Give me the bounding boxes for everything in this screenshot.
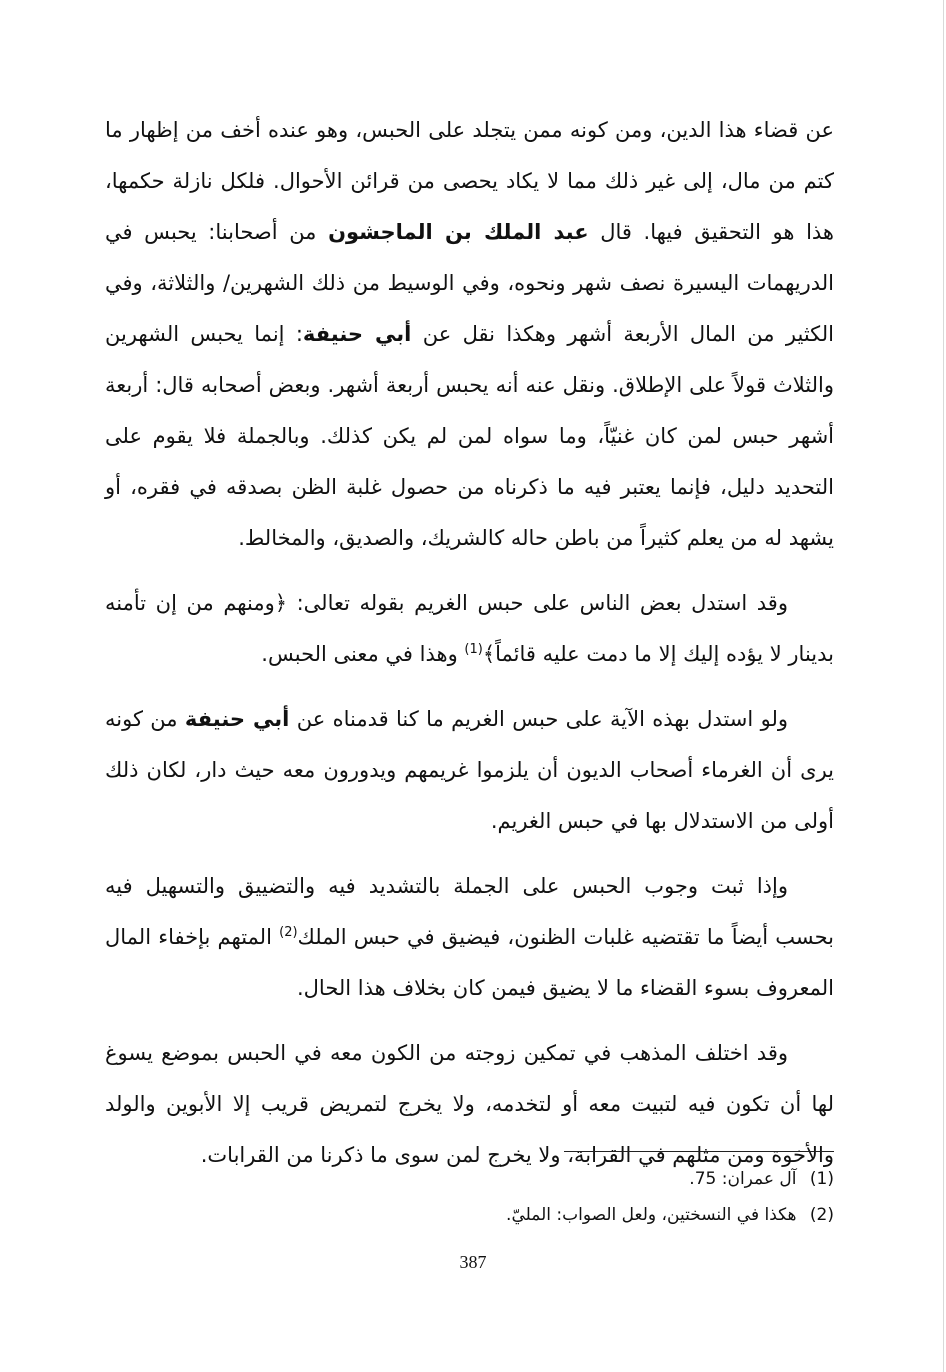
main-text-block [105,105,834,1181]
paragraph [105,861,834,1014]
proper-name: أبي حنيفة [184,707,290,731]
proper-name: أبي حنيفة [302,322,412,346]
page-number: 387 [459,1252,487,1272]
text-run: ولو استدل بهذه الآية على حبس الغريم ما كنا قدمناه عن [289,707,788,731]
text-run: من أصحابنا: يحبس في الدريهمات اليسيرة نصف شهر ونحوه، وفي الوسيط من ذلك الشهرين/ والثلاثة، وفي الكثير من المال الأربعة أشهر وهكذا نقل عن [105,220,834,346]
proper-name: عبد الملك بن الماجشون [328,220,589,244]
paragraph [105,105,834,564]
text-run: عن قضاء هذا الدين، ومن كونه ممن يتجلد على الحبس، وهو عنده أخف من إظهار ما كتم من مال، إلى غير ذلك مما لا يكاد يحصى من قرائن الأحوال. فلكل نازلة حكمها، هذا هو التحقيق فيها. قال [105,118,835,244]
paragraph [105,694,834,847]
text-run: من كونه يرى أن الغرماء أصحاب الديون أن يلزموا غريمهم ويدورون معه حيث دار، لكان ذلك أولى من الاستدلال بها في حبس الغريم. [105,707,834,833]
footnote-reference: (1) [464,642,483,657]
text-run: وقد استدل بعض الناس على حبس الغريم بقوله تعالى: ﴿ومنهم من إن تأمنه بدينار لا يؤده إليك إلا ما دمت عليه قائماً﴾ [105,591,834,666]
footnotes-block [105,1161,834,1233]
footnote-separator [564,1151,834,1152]
footnote-number: (2) [809,1205,834,1225]
footnote-1 [105,1161,834,1197]
paragraph [105,578,834,680]
text-run: وهذا في معنى الحبس. [261,642,465,666]
footnote-text: هكذا في النسختين، ولعل الصواب: المليّ. [506,1205,797,1225]
footnote-2 [105,1197,834,1233]
text-run: وإذا ثبت وجوب الحبس على الجملة بالتشديد فيه والتضييق والتسهيل فيه بحسب أيضاً ما تقتضيه غلبات الظنون، فيضيق في حبس الملك [105,874,834,949]
footnote-reference: (2) [279,925,298,940]
text-run: المتهم بإخفاء المال المعروف بسوء القضاء ما لا يضيق فيمن كان بخلاف هذا الحال. [105,925,834,1000]
text-run: وقد اختلف المذهب في تمكين زوجته من الكون معه في الحبس بموضع يسوغ لها أن تكون فيه لتبيت معه أو لتخدمه، ولا يخرج لتمريض قريب إلا الأبوين والولد والأخوة ومن مثلهم في القرابة، ولا يخرج لمن سوى ما ذكرنا من القرابات. [105,1041,834,1167]
page-edge-line [943,0,944,1372]
text-run: : إنما يحبس الشهرين والثلاث قولاً على الإطلاق. ونقل عنه أنه يحبس أربعة أشهر. وبعض أصحابه قال: أربعة أشهر حبس لمن كان غنيّاً، وما سواه لمن لم يكن كذلك. وبالجملة فلا يقوم على التحديد دليل، فإنما يعتبر فيه ما ذكرناه من حصول غلبة الظن بصدقه في فقره، أو يشهد له من يعلم كثيراً من باطن حاله كالشريك، والصديق، والمخالط. [105,322,834,550]
footnote-text: آل عمران: 75. [689,1169,797,1189]
footnote-number: (1) [809,1169,834,1189]
paragraph [105,1028,834,1181]
